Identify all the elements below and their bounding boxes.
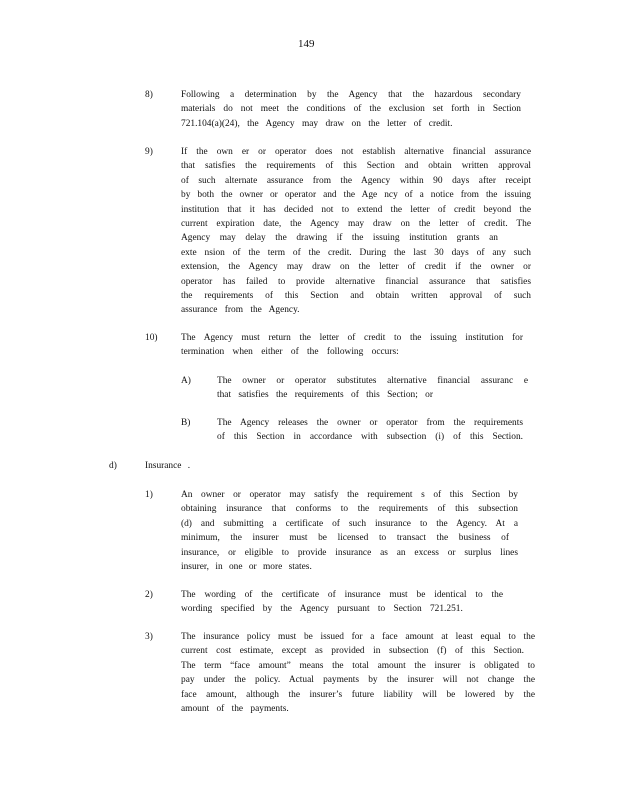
item-B-text: [217, 416, 523, 445]
text-line: that satisfies the requirements of this Section; or: [217, 390, 433, 401]
text-line: operator has failed to provide alternative financial assurance that satisfies: [181, 276, 531, 287]
text-line: the requirements of this Section and obtain written approval of such: [181, 291, 531, 302]
text-line: exte nsion of the term of the credit. During the last 30 days of any such: [181, 247, 531, 258]
text-line: current expiration date, the Agency may draw on the letter of credit. The: [181, 219, 531, 230]
item-1-number: 1): [145, 490, 153, 500]
section-d-heading: [145, 459, 190, 473]
text-line: insurer, in one or more states.: [181, 562, 312, 573]
text-line: of this Section in accordance with subsection (i) of this Section.: [217, 432, 523, 443]
text-line: by both the owner or operator and the Age ncy of a notice from the issuing: [181, 190, 531, 201]
text-line: insurance, or eligible to provide insurance as an excess or surplus lines: [181, 547, 518, 558]
text-line: institution that it has decided not to extend the letter of credit beyond the: [181, 204, 531, 215]
text-line: that satisfies the requirements of this Section and obtain written approval: [181, 161, 531, 172]
text-line: materials do not meet the conditions of the exclusion set forth in Section: [181, 104, 521, 115]
text-line: Following a determination by the Agency that the hazardous secondary: [181, 90, 521, 100]
item-9-number: 9): [145, 147, 153, 157]
item-2-number: 2): [145, 590, 153, 600]
item-2-text: [181, 588, 503, 617]
text-line: If the own er or operator does not establish alternative financial assurance: [181, 147, 531, 157]
text-line: Insurance .: [145, 461, 191, 471]
item-10-number: 10): [145, 333, 158, 343]
text-line: minimum, the insurer must be licensed to transact the business of: [181, 533, 509, 544]
item-3-number: 3): [145, 632, 153, 642]
text-line: The wording of the certificate of insurance must be identical to the: [181, 590, 503, 600]
text-line: The Agency releases the owner or operator from the requirements: [217, 418, 523, 428]
item-3-text: [181, 630, 535, 716]
text-line: The owner or operator substitutes alternative financial assuranc e: [217, 376, 528, 386]
text-line: of such alternate assurance from the Agency within 90 days after receipt: [181, 175, 531, 186]
text-line: An owner or operator may satisfy the requirement s of this Section by: [181, 490, 518, 500]
text-line: The term “face amount” means the total amount the insurer is obligated to: [181, 660, 535, 671]
text-line: The Agency must return the letter of credit to the issuing institution for: [181, 333, 523, 343]
text-line: assurance from the Agency.: [181, 305, 300, 316]
item-A-number: A): [181, 376, 191, 386]
text-line: pay under the policy. Actual payments by the insurer will not change the: [181, 675, 535, 686]
text-line: extension, the Agency may draw on the letter of credit if the owner or: [181, 262, 531, 273]
item-10-text: [181, 331, 523, 360]
text-line: current cost estimate, except as provided in subsection (f) of this Section.: [181, 646, 524, 657]
item-A-text: [217, 374, 528, 403]
text-line: obtaining insurance that conforms to the requirements of this subsection: [181, 504, 518, 515]
text-line: The insurance policy must be issued for a face amount at least equal to the: [181, 632, 535, 642]
item-9-text: [181, 145, 531, 318]
item-B-number: B): [181, 418, 191, 428]
section-d-number: d): [109, 461, 117, 471]
text-line: (d) and submitting a certificate of such insurance to the Agency. At a: [181, 518, 518, 529]
text-line: termination when either of the following occurs:: [181, 347, 399, 358]
item-1-text: [181, 488, 518, 574]
text-line: amount of the payments.: [181, 704, 289, 715]
text-line: Agency may delay the drawing if the issuing institution grants an: [181, 233, 498, 244]
text-line: wording specified by the Agency pursuant to Section 721.251.: [181, 604, 463, 615]
page-number: 149: [298, 38, 315, 50]
text-line: face amount, although the insurer’s future liability will be lowered by the: [181, 689, 535, 700]
item-8-number: 8): [145, 90, 153, 100]
text-line: 721.104(a)(24), the Agency may draw on the letter of credit.: [181, 118, 453, 129]
item-8-text: [181, 88, 521, 131]
